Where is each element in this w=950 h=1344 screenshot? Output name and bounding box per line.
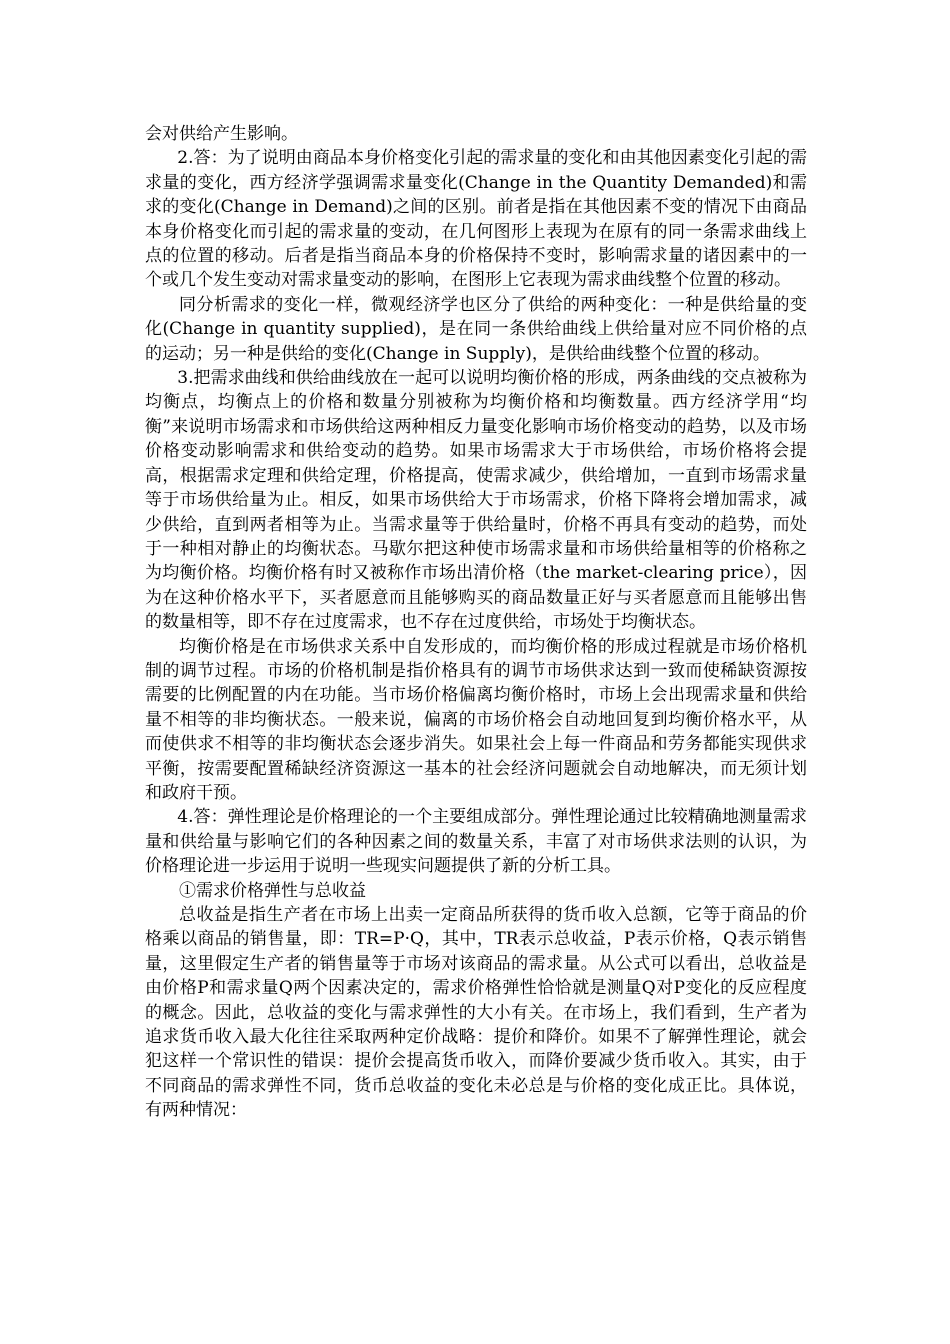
paragraph-price-mechanism: 均衡价格是在市场供求关系中自发形成的，而均衡价格的形成过程就是市场价格机制的调节过程。市场的价格机制是指价格具有的调节市场供求达到一致而使稀缺资源按需要的比例配置的内在功能。当市场价格偏离均衡价格时，市场上会出现需求量和供给量不相等的非均衡状态。一般来说，偏离的市场价格会自动地回复到均衡价格水平，从而使供求不相等的非均衡状态会逐步消失。如果社会上每一件商品和劳务都能实现供求平衡，按需要配置稀缺经济资源这一基本的社会经济问题就会自动地解决，而无须计划和政府干预。 [145,636,807,803]
paragraph-answer-3: 3.把需求曲线和供给曲线放在一起可以说明均衡价格的形成，两条曲线的交点被称为均衡点，均衡点上的价格和数量分别被称为均衡价格和均衡数量。西方经济学用“均衡”来说明市场需求和市场供给这两种相反力量变化影响市场价格变动的趋势，以及市场价格变动影响需求和供给变动的趋势。如果市场需求大于市场供给，市场价格将会提高，根据需求定理和供给定理，价格提高，使需求减少，供给增加，一直到市场需求量等于市场供给量为止。相反，如果市场供给大于市场需求，价格下降将会增加需求，减少供给，直到两者相等为止。当需求量等于供给量时，价格不再具有变动的趋势，而处于一种相对静止的均衡状态。马歇尔把这种使市场需求量和市场供给量相等的价格称之为均衡价格。均衡价格有时又被称作市场出清价格（the market-clearing price），因为在这种价格水平下，买者愿意而且能够购买的商品数量正好与买者愿意而且能够出售的数量相等，即不存在过度需求，也不存在过度供给，市场处于均衡状态。 [145,368,807,633]
paragraph-supply-changes: 同分析需求的变化一样，微观经济学也区分了供给的两种变化：一种是供给量的变化(Change in quantity supplied)，是在同一条供给曲线上供给量对应不同价格的点的运动；另一种是供给的变化(Change in Supply)，是供给曲线整个位置的移动。 [145,294,807,364]
paragraph-continuation: 会对供给产生影响。 [145,124,298,144]
document-body [145,122,807,1123]
paragraph-total-revenue: 总收益是指生产者在市场上出卖一定商品所获得的货币收入总额，它等于商品的价格乘以商品的销售量，即：TR=P·Q，其中，TR表示总收益，P表示价格，Q表示销售量，这里假定生产者的销售量等于市场对该商品的需求量。从公式可以看出，总收益是由价格P和需求量Q两个因素决定的，需求价格弹性恰恰就是测量Q对P变化的反应程度的概念。因此，总收益的变化与需求弹性的大小有关。在市场上，我们看到，生产者为追求货币收入最大化往往采取两种定价战略：提价和降价。如果不了解弹性理论，就会犯这样一个常识性的错误：提价会提高货币收入，而降价要减少货币收入。其实，由于不同商品的需求弹性不同，货币总收益的变化未必总是与价格的变化成正比。具体说，有两种情况： [145,905,807,1121]
paragraph-answer-2: 2.答：为了说明由商品本身价格变化引起的需求量的变化和由其他因素变化引起的需求量的变化，西方经济学强调需求量变化(Change in the Quantity Demanded)和需求的变化(Change in Demand)之间的区别。前者是指在其他因素不变的情况下由商品本身价格变化而引起的需求量的变动，在几何图形上表现为在原有的同一条需求曲线上点的位置的移动。后者是指当商品本身的价格保持不变时，影响需求量的诸因素中的一个或几个发生变动对需求量变动的影响，在图形上它表现为需求曲线整个位置的移动。 [145,148,807,291]
section-heading-elasticity-revenue: ①需求价格弹性与总收益 [179,880,366,901]
paragraph-answer-4: 4.答：弹性理论是价格理论的一个主要组成部分。弹性理论通过比较精确地测量需求量和供给量与影响它们的各种因素之间的数量关系，丰富了对市场供求法则的认识，为价格理论进一步运用于说明一些现实问题提供了新的分析工具。 [145,807,807,877]
